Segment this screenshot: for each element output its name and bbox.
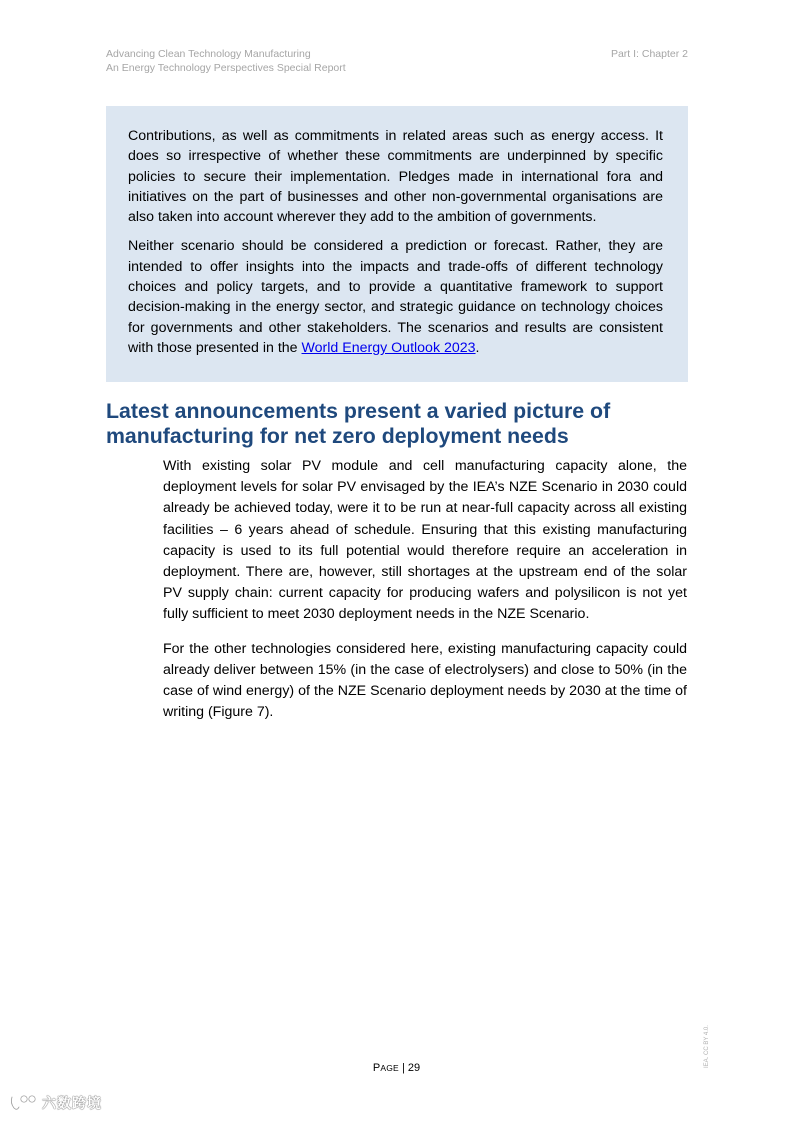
box-paragraph-2 [128, 236, 663, 358]
box-paragraph-2-end: . [475, 339, 480, 356]
body-paragraph-2: For the other technologies considered here, existing manufacturing capacity could already deliver between 15% (in the case of electrolysers) and close to 50% (in the case of wind energy) of the NZE Scenario deployment needs by 2030 at the time of writing (Figure 7). [163, 640, 687, 721]
scenario-info-box [106, 106, 688, 382]
page-label: PAGE [372, 1062, 399, 1074]
body-paragraph-1: With existing solar PV module and cell manufacturing capacity alone, the deployment levels for solar PV envisaged by the IEA’s NZE Scenario in 2030 could already be achieved today, were it to be run at near-full capacity across all existing facilities – 6 years ahead of schedule. Ensuring that this existing manufacturing capacity is used to its full potential would therefore require an acceleration in deployment. There are, however, still shortages at the upstream end of the solar PV supply chain: current capacity for producing wafers and polysilicon is not yet fully sufficient to meet 2030 deployment needs in the NZE Scenario. [163, 458, 687, 623]
section-body [163, 456, 687, 736]
page-footer [0, 1062, 793, 1074]
page-number: 29 [407, 1062, 421, 1074]
section-heading: Latest announcements present a varied picture of manufacturing for net zero deployment needs [106, 399, 611, 448]
running-header-left [106, 47, 346, 75]
license-text: IEA. CC BY 4.0. [704, 1025, 710, 1068]
chapter-label: Part I: Chapter 2 [610, 48, 688, 60]
world-energy-outlook-link[interactable]: World Energy Outlook 2023 [301, 339, 476, 356]
watermark [8, 1093, 102, 1113]
page-separator: | [398, 1062, 408, 1074]
watermark-logo-icon [8, 1093, 38, 1113]
box-paragraph-2-text: Neither scenario should be considered a prediction or forecast. Rather, they are intended to offer insights into the impacts and trade-offs of different technology choices and policy targets, and to provide a quantitative framework to support decision-making in the energy sector, and strategic guidance on technology choices for governments and other stakeholders. The scenarios and results are consistent with those presented in the [128, 238, 663, 356]
report-title: Advancing Clean Technology Manufacturing [106, 48, 311, 60]
watermark-text: 六数跨境 [42, 1095, 102, 1111]
report-subtitle: An Energy Technology Perspectives Special Report [106, 62, 346, 74]
box-paragraph-1: Contributions, as well as commitments in related areas such as energy access. It does so irrespective of whether these commitments are underpinned by specific policies to secure their implementation. Pledges made in international fora and initiatives on the part of businesses and other non-governmental organisations are also taken into account wherever they add to the ambition of governments. [128, 128, 663, 226]
license-note [702, 1018, 714, 1068]
